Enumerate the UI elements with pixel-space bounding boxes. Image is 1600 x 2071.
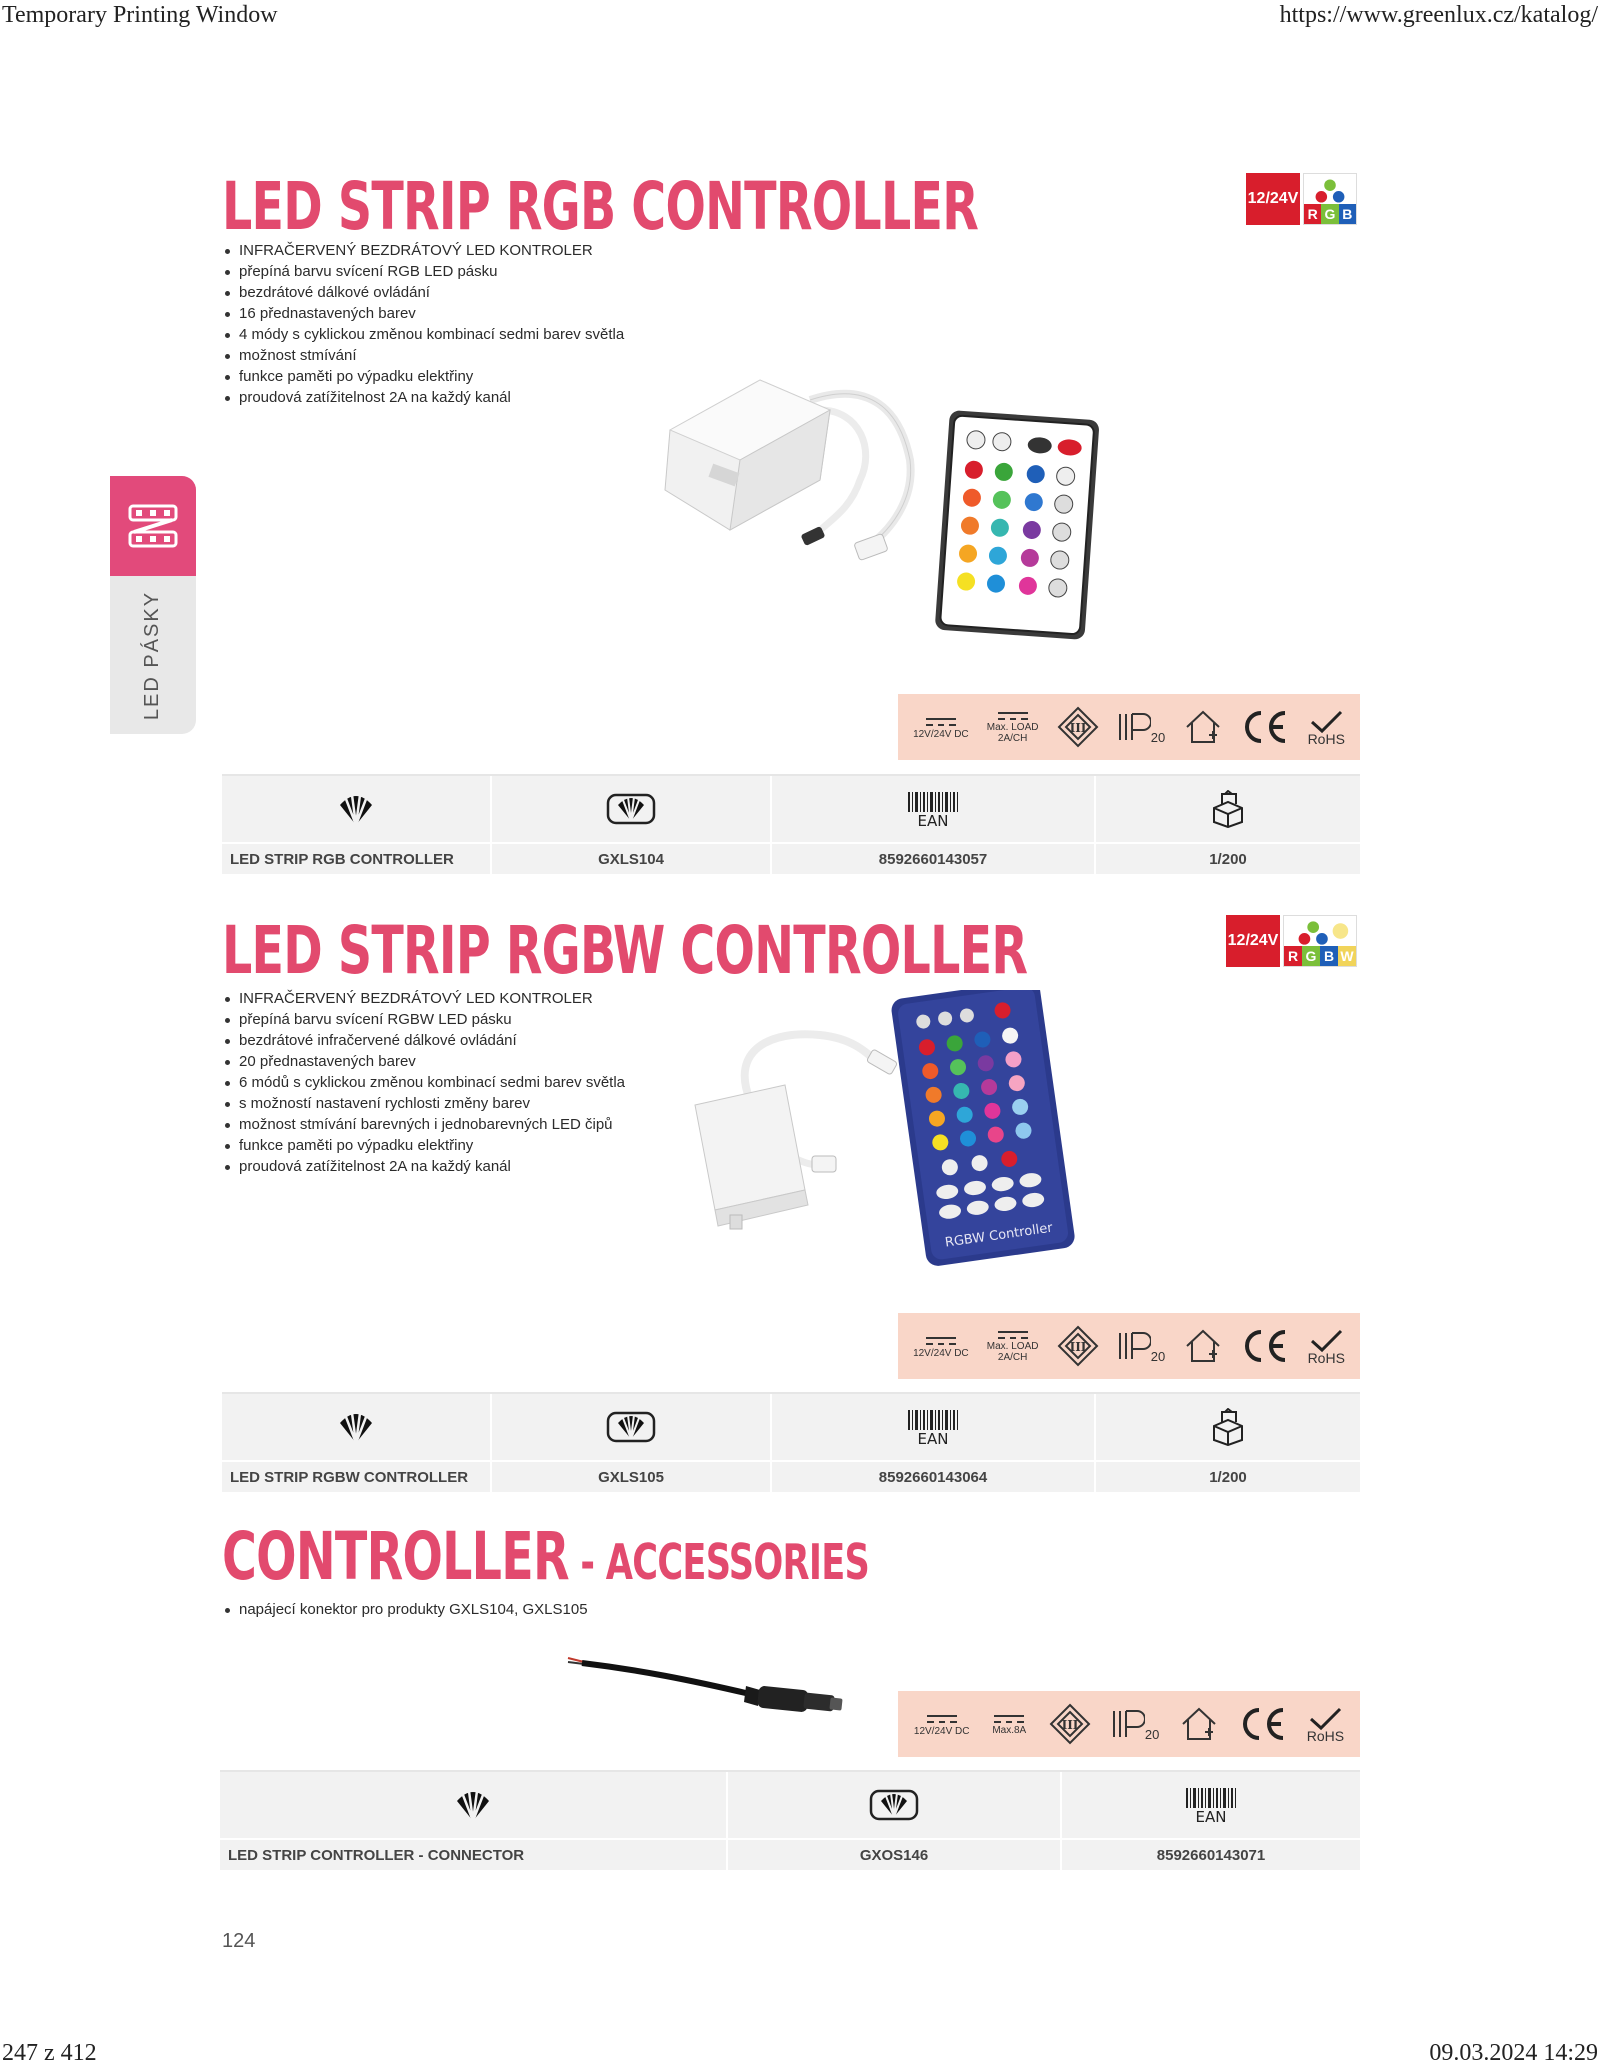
side-category-tab <box>110 476 196 734</box>
load-label-2: 2A/CH <box>997 1352 1028 1363</box>
badge-letter: G <box>1321 204 1338 224</box>
title-sub: - ACCESSORIES <box>568 1534 870 1591</box>
feature-item: bezdrátové dálkové ovládání <box>222 282 624 303</box>
title-main: CONTROLLER <box>222 1518 569 1595</box>
package-icon <box>1096 776 1360 842</box>
feature-item: možnost stmívání <box>222 345 624 366</box>
ean-icon-label: EAN <box>917 1430 949 1446</box>
feature-item: INFRAČERVENÝ BEZDRÁTOVÝ LED KONTROLER <box>222 240 624 261</box>
product-code-icon <box>492 1394 770 1460</box>
product-code-cell: GXOS146 <box>728 1838 1060 1870</box>
dc-voltage-icon <box>913 715 969 740</box>
rgbw-controller-product-image <box>690 990 1120 1280</box>
feature-item: přepíná barvu svícení RGBW LED pásku <box>222 1009 625 1030</box>
voltage-label: 12V/24V DC <box>913 1347 969 1359</box>
indoor-use-icon <box>1179 1704 1219 1744</box>
feature-item: proudová zatížitelnost 2A na každý kanál <box>222 387 624 408</box>
ip-value: 20 <box>1150 1349 1166 1364</box>
product-name-cell: LED STRIP CONTROLLER - CONNECTOR <box>220 1838 726 1870</box>
feature-item: bezdrátové infračervené dálkové ovládání <box>222 1030 625 1051</box>
page-url: https://www.greenlux.cz/katalog/ <box>1279 2 1598 28</box>
feature-list-rgbw <box>222 988 625 1177</box>
protection-class-iii-icon <box>1057 1325 1099 1367</box>
barcode-ean-icon <box>1062 1772 1360 1838</box>
pack-qty-cell: 1/200 <box>1096 1460 1360 1492</box>
ip-value: 20 <box>1150 730 1166 745</box>
product-code-icon <box>728 1772 1060 1838</box>
ip-value: 20 <box>1144 1727 1160 1742</box>
feature-item: funkce paměti po výpadku elektřiny <box>222 1135 625 1156</box>
badges-rgb <box>1246 173 1357 225</box>
feature-item: 6 módů s cyklickou změnou kombinací sedmi barev světla <box>222 1072 625 1093</box>
protection-class-iii-icon <box>1057 706 1099 748</box>
svg-text:III: III <box>1061 1718 1079 1732</box>
pack-qty-cell: 1/200 <box>1096 842 1360 874</box>
rohs-label: RoHS <box>1307 1349 1345 1366</box>
greenlux-shell-icon <box>222 1394 490 1460</box>
greenlux-shell-icon <box>222 776 490 842</box>
dc-voltage-icon <box>913 1334 969 1359</box>
ce-mark-icon <box>1239 1706 1287 1742</box>
feature-item: možnost stmívání barevných i jednobarevných LED čipů <box>222 1114 625 1135</box>
ip-rating-icon <box>1117 711 1165 743</box>
voltage-label: 12V/24V DC <box>913 728 969 740</box>
product-code-cell: GXLS105 <box>492 1460 770 1492</box>
feature-list-accessories <box>222 1599 588 1620</box>
product-code-cell: GXLS104 <box>492 842 770 874</box>
badge-letter: B <box>1339 204 1356 224</box>
ip-rating-icon <box>1111 1708 1159 1740</box>
svg-text:III: III <box>1069 1340 1087 1354</box>
rohs-label: RoHS <box>1307 730 1345 747</box>
section-title-rgb: LED STRIP RGB CONTROLLER <box>222 168 979 245</box>
max-load-icon <box>987 710 1039 744</box>
led-strip-icon <box>110 476 196 576</box>
load-label: Max.8A <box>992 1724 1027 1736</box>
greenlux-shell-icon <box>220 1772 726 1838</box>
ean-icon-label: EAN <box>917 812 949 828</box>
spec-table-rgbw <box>222 1392 1360 1492</box>
barcode-ean-icon <box>772 776 1094 842</box>
print-window-title: Temporary Printing Window <box>2 2 278 28</box>
product-name-cell: LED STRIP RGB CONTROLLER <box>222 842 490 874</box>
side-tab-label: LED PÁSKY <box>141 590 164 720</box>
voltage-label: 12V/24V DC <box>913 1725 970 1737</box>
load-label-2: 2A/CH <box>997 733 1028 744</box>
load-label: Max. LOAD <box>986 722 1039 733</box>
badge-letter: B <box>1320 946 1338 966</box>
ean-cell: 8592660143071 <box>1062 1838 1360 1870</box>
feature-item: proudová zatížitelnost 2A na každý kanál <box>222 1156 625 1177</box>
product-name-cell: LED STRIP RGBW CONTROLLER <box>222 1460 490 1492</box>
rgb-badge <box>1303 173 1357 225</box>
barcode-ean-icon <box>772 1394 1094 1460</box>
spec-table-accessories <box>220 1770 1360 1870</box>
remote-label: RGBW Controller <box>944 1220 1054 1251</box>
rohs-icon <box>1308 1329 1345 1364</box>
badge-letter: R <box>1284 946 1302 966</box>
connector-cable-product-image <box>560 1650 860 1730</box>
rgbw-badge <box>1283 915 1357 967</box>
badge-letter: R <box>1304 204 1321 224</box>
feature-item: funkce paměti po výpadku elektřiny <box>222 366 624 387</box>
dc-voltage-icon <box>914 1712 970 1737</box>
spec-table-rgb <box>222 774 1360 874</box>
badge-letter: G <box>1302 946 1320 966</box>
package-icon <box>1096 1394 1360 1460</box>
feature-item: 4 módy s cyklickou změnou kombinací sedmi barev světla <box>222 324 624 345</box>
rohs-icon <box>1307 1707 1344 1742</box>
page-counter: 247 z 412 <box>2 2040 97 2066</box>
voltage-badge: 12/24V <box>1246 173 1300 225</box>
spec-icon-strip-rgb <box>898 694 1360 760</box>
rgb-controller-product-image <box>660 370 1120 640</box>
protection-class-iii-icon <box>1049 1703 1091 1745</box>
ce-mark-icon <box>1241 1328 1289 1364</box>
ean-cell: 8592660143064 <box>772 1460 1094 1492</box>
load-label: Max. LOAD <box>986 1341 1039 1352</box>
svg-text:III: III <box>1069 721 1087 735</box>
section-title-rgbw: LED STRIP RGBW CONTROLLER <box>222 912 1028 989</box>
section-title-accessories <box>222 1518 869 1595</box>
feature-item: 16 přednastavených barev <box>222 303 624 324</box>
feature-item: s možností nastavení rychlosti změny barev <box>222 1093 625 1114</box>
feature-item: přepíná barvu svícení RGB LED pásku <box>222 261 624 282</box>
ean-cell: 8592660143057 <box>772 842 1094 874</box>
feature-list-rgb <box>222 240 624 408</box>
ean-icon-label: EAN <box>1195 1808 1227 1824</box>
max-load-icon <box>989 1713 1029 1736</box>
feature-item: napájecí konektor pro produkty GXLS104, GXLS105 <box>222 1599 588 1620</box>
voltage-badge: 12/24V <box>1226 915 1280 967</box>
indoor-use-icon <box>1183 707 1223 747</box>
feature-item: INFRAČERVENÝ BEZDRÁTOVÝ LED KONTROLER <box>222 988 625 1009</box>
indoor-use-icon <box>1183 1326 1223 1366</box>
ip-rating-icon <box>1117 1330 1165 1362</box>
feature-item: 20 přednastavených barev <box>222 1051 625 1072</box>
page-number: 124 <box>222 1930 256 1952</box>
ce-mark-icon <box>1241 709 1289 745</box>
print-datetime: 09.03.2024 14:29 <box>1429 2040 1598 2066</box>
rohs-label: RoHS <box>1306 1727 1345 1744</box>
spec-icon-strip-accessories <box>898 1691 1360 1757</box>
badge-letter: W <box>1338 946 1356 966</box>
rohs-icon <box>1308 710 1345 745</box>
badges-rgbw <box>1226 915 1357 967</box>
max-load-icon <box>987 1329 1039 1363</box>
spec-icon-strip-rgbw <box>898 1313 1360 1379</box>
product-code-icon <box>492 776 770 842</box>
